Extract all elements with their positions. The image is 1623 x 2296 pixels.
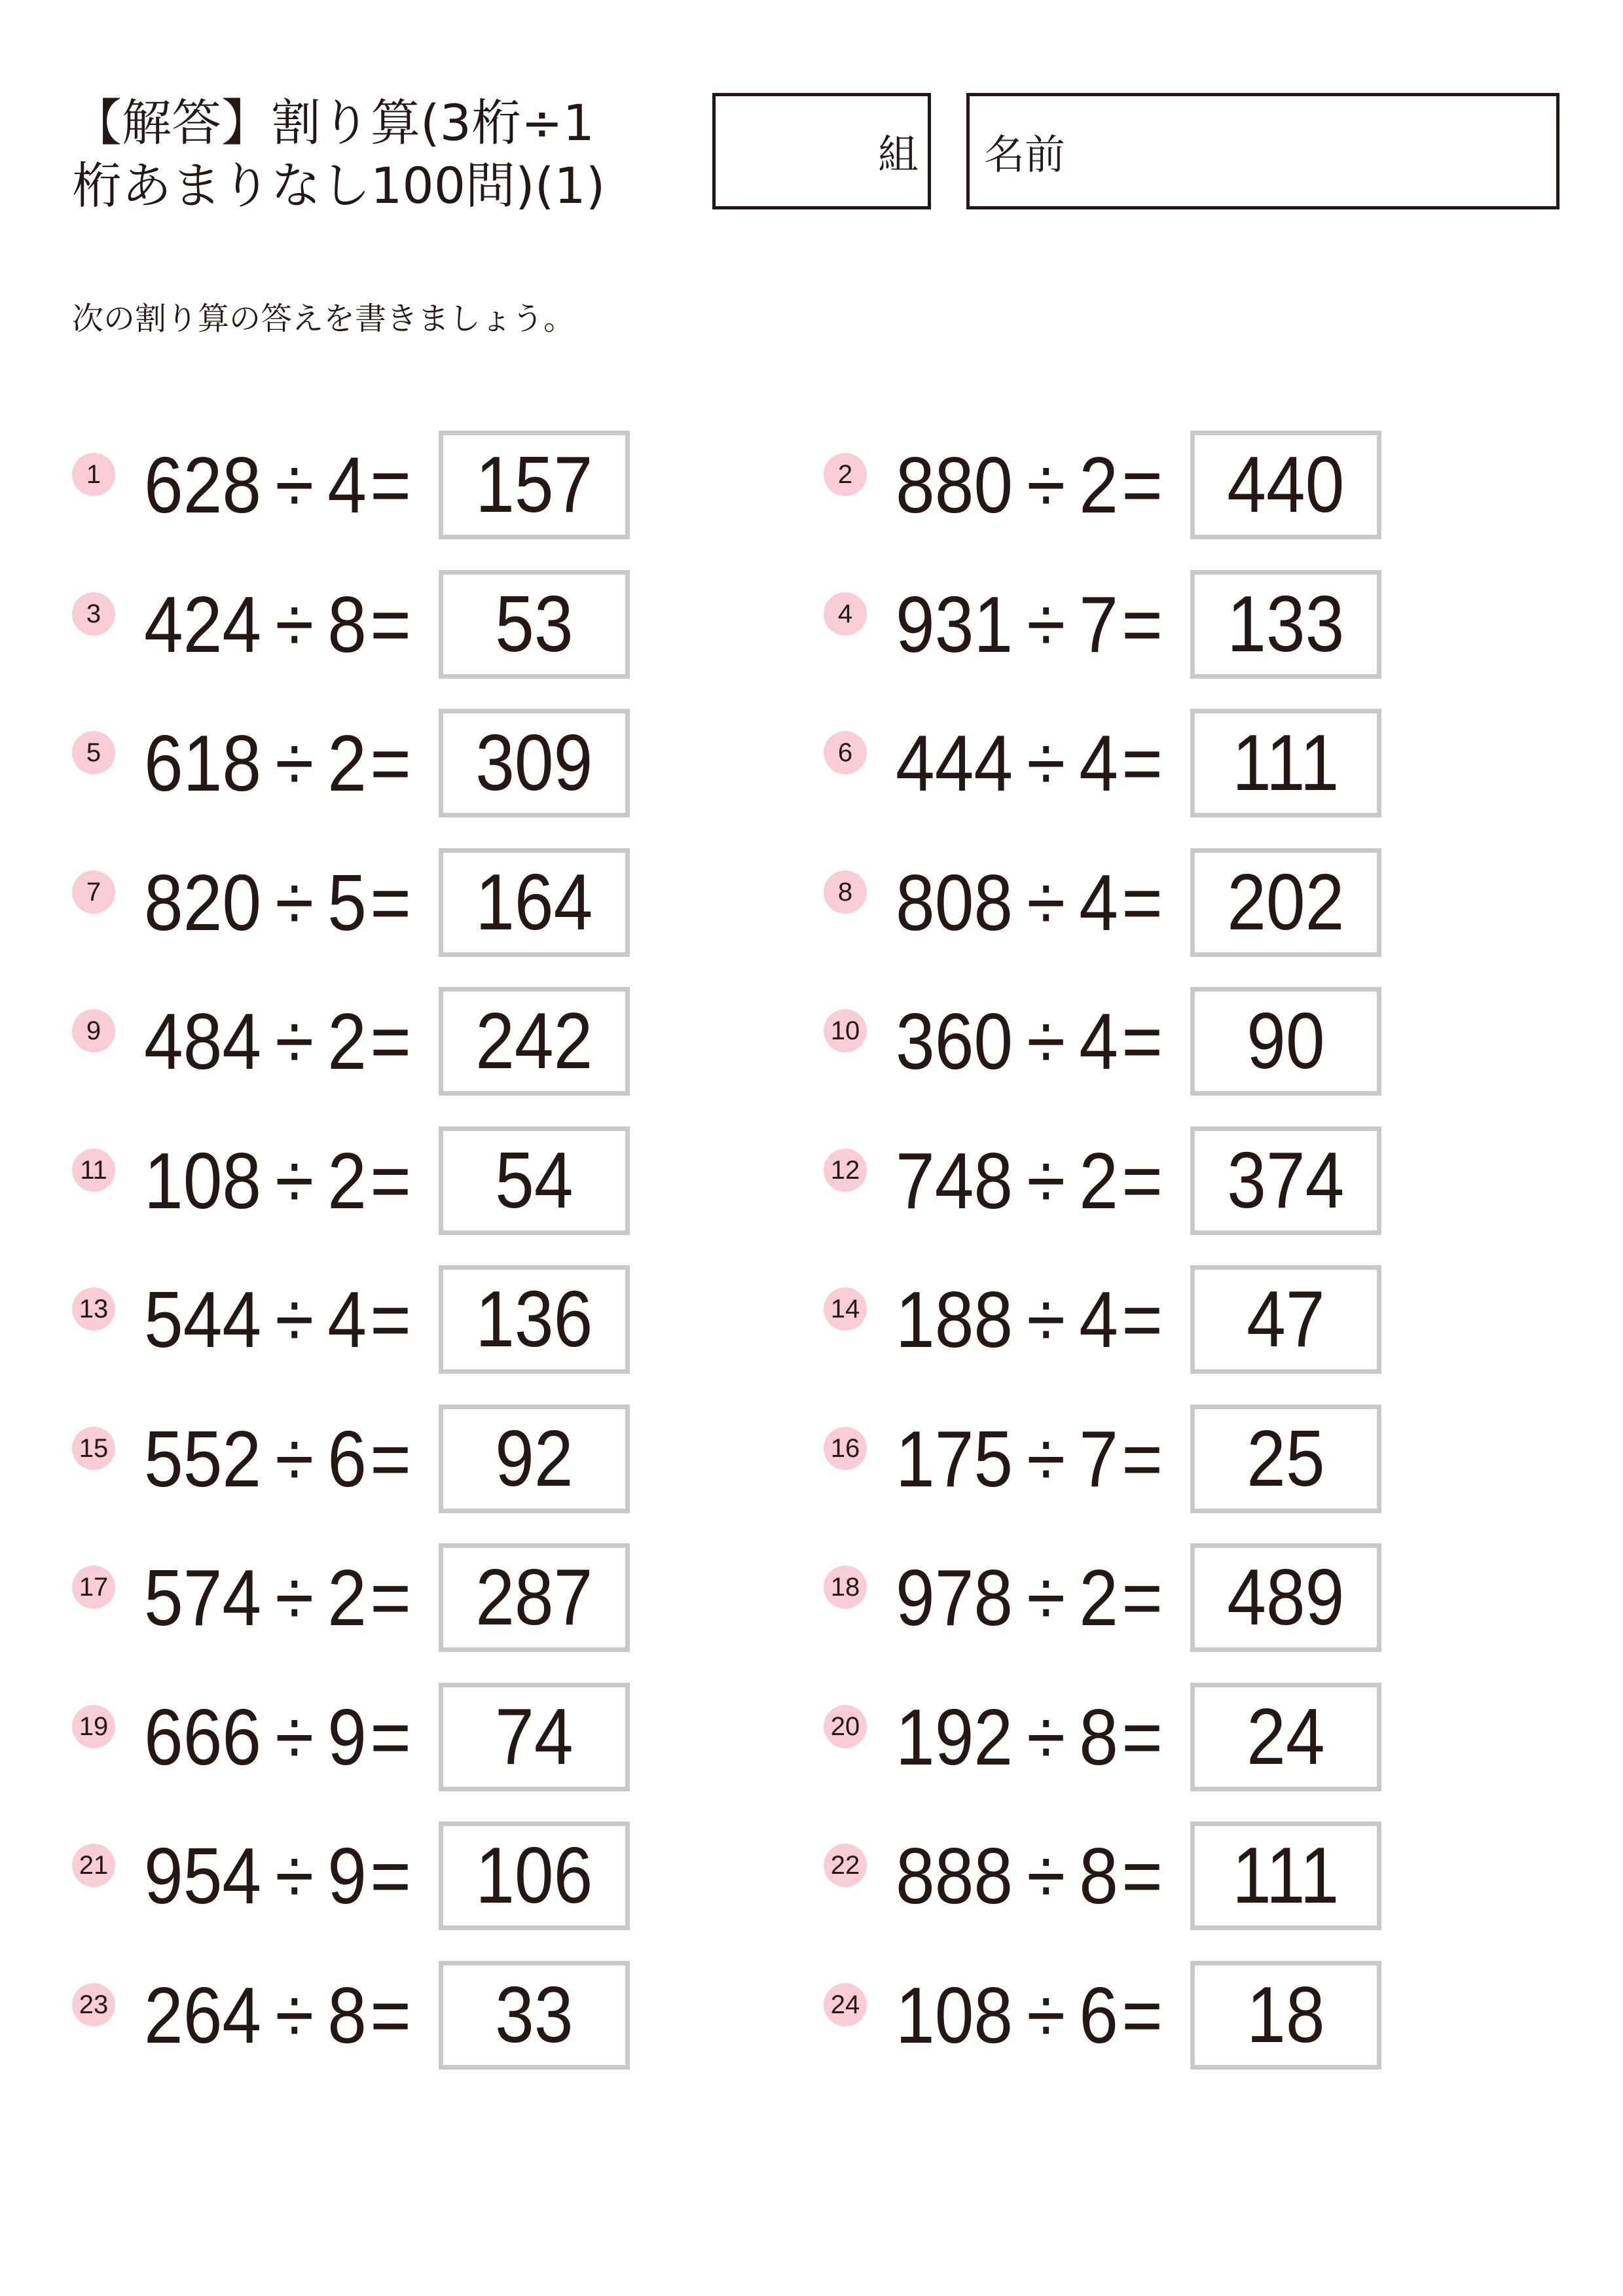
equals-sign: =	[1122, 1275, 1163, 1364]
division-expression	[896, 1270, 1163, 1369]
answer-box[interactable]	[439, 1405, 630, 1513]
problem-number-badge: 8	[824, 870, 867, 914]
answer-box[interactable]	[1190, 1961, 1381, 2070]
title-line-1: 【解答】割り算(3桁÷1	[72, 94, 595, 152]
equals-sign: =	[1122, 1831, 1163, 1920]
division-expression	[896, 575, 1163, 673]
answer-box[interactable]	[1190, 570, 1381, 679]
divide-sign: ÷	[275, 440, 314, 529]
dividend: 666	[144, 1692, 262, 1782]
equals-sign: =	[370, 1553, 412, 1642]
answer-value: 202	[1227, 857, 1345, 946]
divide-sign: ÷	[1027, 1414, 1066, 1503]
divide-sign: ÷	[275, 1553, 314, 1642]
dividend: 808	[896, 857, 1013, 947]
problem-item	[824, 709, 1387, 817]
answer-box[interactable]	[1190, 1821, 1381, 1930]
answer-box[interactable]	[1190, 1405, 1381, 1513]
divide-sign: ÷	[1027, 440, 1066, 529]
answer-box[interactable]	[439, 1543, 630, 1652]
division-expression	[144, 1270, 411, 1369]
problem-item	[72, 1265, 635, 1374]
divide-sign: ÷	[1027, 1970, 1066, 2060]
division-expression	[896, 992, 1163, 1090]
answer-box[interactable]	[1190, 1683, 1381, 1791]
dividend: 618	[144, 719, 262, 808]
division-expression	[896, 853, 1163, 952]
equals-sign: =	[370, 1414, 412, 1503]
problem-number-badge: 3	[72, 592, 115, 636]
dividend: 264	[144, 1970, 262, 2060]
problem-number-badge: 23	[72, 1983, 115, 2026]
divide-sign: ÷	[1027, 997, 1066, 1086]
problem-item	[824, 1405, 1387, 1513]
dividend: 880	[896, 440, 1013, 529]
divisor: 6	[1079, 1970, 1119, 2060]
problem-number-badge: 17	[72, 1566, 115, 1609]
answer-box[interactable]	[1190, 1543, 1381, 1652]
division-expression	[896, 714, 1163, 812]
answer-value: 54	[495, 1135, 574, 1225]
problem-number-badge: 2	[824, 453, 867, 496]
problem-number-badge: 13	[72, 1287, 115, 1331]
answer-value: 106	[475, 1831, 593, 1920]
dividend: 484	[144, 997, 262, 1086]
divide-sign: ÷	[1027, 579, 1066, 669]
divisor: 2	[327, 1553, 367, 1642]
divisor: 4	[327, 1275, 367, 1364]
problem-number-badge: 15	[72, 1427, 115, 1470]
divisor: 2	[1079, 440, 1119, 529]
answer-box[interactable]	[439, 1683, 630, 1791]
problem-item	[72, 1126, 635, 1235]
dividend: 574	[144, 1553, 262, 1642]
answer-box[interactable]	[1190, 431, 1381, 539]
dividend: 748	[896, 1136, 1013, 1225]
equals-sign: =	[1122, 440, 1163, 529]
problem-item	[824, 1543, 1387, 1652]
problem-item	[72, 1821, 635, 1930]
problem-item	[824, 1265, 1387, 1374]
dividend: 628	[144, 440, 262, 529]
divide-sign: ÷	[275, 1414, 314, 1503]
answer-value: 157	[475, 440, 593, 529]
divisor: 8	[1079, 1831, 1119, 1920]
problem-number-badge: 12	[824, 1149, 867, 1192]
equals-sign: =	[370, 719, 412, 808]
instruction-text: 次の割り算の答えを書きましょう。	[72, 300, 575, 337]
problem-number-badge: 4	[824, 592, 867, 636]
division-expression	[144, 1688, 411, 1786]
dividend: 552	[144, 1414, 262, 1503]
problem-number-badge: 11	[72, 1149, 115, 1192]
answer-value: 90	[1247, 996, 1325, 1085]
answer-value: 164	[475, 857, 593, 946]
equals-sign: =	[370, 440, 412, 529]
divisor: 2	[327, 719, 367, 808]
equals-sign: =	[370, 1692, 412, 1782]
problem-item	[824, 848, 1387, 957]
division-expression	[144, 1966, 411, 2064]
name-label: 名前	[984, 130, 1066, 179]
divisor: 8	[327, 1970, 367, 2060]
equals-sign: =	[1122, 1692, 1163, 1782]
divisor: 4	[1079, 857, 1119, 947]
answer-box[interactable]	[439, 987, 630, 1096]
dividend: 108	[144, 1136, 262, 1225]
problem-number-badge: 18	[824, 1566, 867, 1609]
answer-value: 489	[1227, 1552, 1345, 1641]
divisor: 4	[327, 440, 367, 529]
equals-sign: =	[1122, 1414, 1163, 1503]
problem-number-badge: 24	[824, 1983, 867, 2026]
dividend: 108	[896, 1970, 1013, 2060]
answer-value: 53	[495, 579, 574, 668]
problem-item	[824, 1683, 1387, 1791]
divide-sign: ÷	[275, 719, 314, 808]
dividend: 888	[896, 1831, 1013, 1920]
problem-number-badge: 7	[72, 870, 115, 914]
division-expression	[896, 436, 1163, 534]
dividend: 188	[896, 1275, 1013, 1364]
divisor: 9	[327, 1692, 367, 1782]
equals-sign: =	[1122, 1553, 1163, 1642]
division-expression	[896, 1966, 1163, 2064]
problem-number-badge: 16	[824, 1427, 867, 1470]
divisor: 4	[1079, 997, 1119, 1086]
division-expression	[144, 1549, 411, 1647]
division-expression	[144, 575, 411, 673]
answer-value: 111	[1232, 718, 1340, 807]
answer-value: 74	[495, 1691, 574, 1781]
answer-value: 111	[1232, 1831, 1340, 1920]
equals-sign: =	[1122, 579, 1163, 669]
problem-item	[72, 1961, 635, 2070]
problem-item	[72, 1405, 635, 1513]
division-expression	[896, 1549, 1163, 1647]
divisor: 2	[1079, 1553, 1119, 1642]
answer-value: 374	[1227, 1135, 1345, 1225]
division-expression	[144, 853, 411, 952]
problem-item	[824, 431, 1387, 539]
answer-value: 287	[475, 1552, 593, 1641]
divisor: 8	[1079, 1692, 1119, 1782]
divide-sign: ÷	[275, 579, 314, 669]
divide-sign: ÷	[275, 997, 314, 1086]
answer-value: 92	[495, 1413, 574, 1503]
dividend: 424	[144, 579, 262, 669]
answer-box[interactable]	[439, 1821, 630, 1930]
dividend: 444	[896, 719, 1013, 808]
problem-item	[824, 570, 1387, 679]
answer-box[interactable]	[439, 1961, 630, 2070]
answer-value: 133	[1227, 579, 1345, 668]
problem-number-badge: 19	[72, 1705, 115, 1748]
problem-item	[72, 709, 635, 817]
problem-item	[72, 848, 635, 957]
problem-item	[72, 1543, 635, 1652]
divide-sign: ÷	[275, 1831, 314, 1920]
divisor: 6	[327, 1414, 367, 1503]
divide-sign: ÷	[1027, 1136, 1066, 1225]
answer-box[interactable]	[1190, 848, 1381, 957]
divide-sign: ÷	[1027, 857, 1066, 947]
answer-value: 242	[475, 996, 593, 1085]
equals-sign: =	[1122, 719, 1163, 808]
answer-value: 136	[475, 1274, 593, 1363]
problem-number-badge: 9	[72, 1009, 115, 1052]
worksheet-title	[72, 92, 648, 217]
divisor: 2	[1079, 1136, 1119, 1225]
problem-item	[72, 570, 635, 679]
divisor: 2	[327, 1136, 367, 1225]
equals-sign: =	[370, 1136, 412, 1225]
problem-item	[72, 987, 635, 1096]
divisor: 7	[1079, 1414, 1119, 1503]
dividend: 931	[896, 579, 1013, 669]
dividend: 192	[896, 1692, 1013, 1782]
problem-item	[824, 1126, 1387, 1235]
division-expression	[144, 1827, 411, 1925]
division-expression	[144, 436, 411, 534]
problem-number-badge: 5	[72, 731, 115, 774]
answer-value: 24	[1247, 1691, 1325, 1781]
equals-sign: =	[1122, 1136, 1163, 1225]
problem-item	[824, 987, 1387, 1096]
answer-value: 440	[1227, 440, 1345, 529]
divisor: 4	[1079, 719, 1119, 808]
answer-box[interactable]	[439, 570, 630, 679]
dividend: 544	[144, 1275, 262, 1364]
answer-box[interactable]	[1190, 1265, 1381, 1374]
divide-sign: ÷	[1027, 1275, 1066, 1364]
dividend: 175	[896, 1414, 1013, 1503]
division-expression	[896, 1410, 1163, 1508]
problem-item	[72, 431, 635, 539]
dividend: 978	[896, 1553, 1013, 1642]
division-expression	[896, 1827, 1163, 1925]
division-expression	[896, 1688, 1163, 1786]
problem-number-badge: 1	[72, 453, 115, 496]
division-expression	[144, 714, 411, 812]
answer-value: 47	[1247, 1274, 1325, 1363]
divisor: 7	[1079, 579, 1119, 669]
problem-item	[72, 1683, 635, 1791]
equals-sign: =	[370, 857, 412, 947]
problem-item	[824, 1821, 1387, 1930]
divide-sign: ÷	[275, 1136, 314, 1225]
answer-box[interactable]	[1190, 1126, 1381, 1235]
answer-box[interactable]	[1190, 987, 1381, 1096]
divide-sign: ÷	[1027, 1553, 1066, 1642]
answer-value: 18	[1247, 1969, 1325, 2059]
equals-sign: =	[370, 1831, 412, 1920]
problem-number-badge: 22	[824, 1844, 867, 1887]
equals-sign: =	[370, 997, 412, 1086]
dividend: 954	[144, 1831, 262, 1920]
divide-sign: ÷	[275, 1970, 314, 2060]
division-expression	[144, 992, 411, 1090]
answer-value: 309	[475, 718, 593, 807]
answer-box[interactable]	[439, 848, 630, 957]
equals-sign: =	[1122, 1970, 1163, 2060]
problem-number-badge: 14	[824, 1287, 867, 1331]
answer-value: 33	[495, 1969, 574, 2059]
equals-sign: =	[1122, 857, 1163, 947]
equals-sign: =	[370, 1970, 412, 2060]
equals-sign: =	[370, 1275, 412, 1364]
division-expression	[144, 1410, 411, 1508]
dividend: 360	[896, 997, 1013, 1086]
divisor: 9	[327, 1831, 367, 1920]
answer-value: 25	[1247, 1413, 1325, 1503]
divisor: 4	[1079, 1275, 1119, 1364]
divide-sign: ÷	[1027, 1831, 1066, 1920]
problem-item	[824, 1961, 1387, 2070]
division-expression	[144, 1132, 411, 1230]
answer-box[interactable]	[439, 709, 630, 817]
problem-number-badge: 20	[824, 1705, 867, 1748]
class-field[interactable]	[712, 93, 931, 209]
answer-box[interactable]	[439, 1126, 630, 1235]
problem-number-badge: 21	[72, 1844, 115, 1887]
answer-box[interactable]	[439, 431, 630, 539]
divisor: 5	[327, 857, 367, 947]
equals-sign: =	[1122, 997, 1163, 1086]
class-label: 組	[877, 130, 919, 179]
divisor: 2	[327, 997, 367, 1086]
problem-number-badge: 10	[824, 1009, 867, 1052]
divide-sign: ÷	[275, 1692, 314, 1782]
divisor: 8	[327, 579, 367, 669]
problem-number-badge: 6	[824, 731, 867, 774]
name-field[interactable]	[966, 93, 1559, 209]
equals-sign: =	[370, 579, 412, 669]
answer-box[interactable]	[1190, 709, 1381, 817]
dividend: 820	[144, 857, 262, 947]
title-line-2: 桁あまりなし100問)(1)	[72, 156, 606, 215]
divide-sign: ÷	[1027, 1692, 1066, 1782]
divide-sign: ÷	[1027, 719, 1066, 808]
division-expression	[896, 1132, 1163, 1230]
divide-sign: ÷	[275, 857, 314, 947]
answer-box[interactable]	[439, 1265, 630, 1374]
divide-sign: ÷	[275, 1275, 314, 1364]
